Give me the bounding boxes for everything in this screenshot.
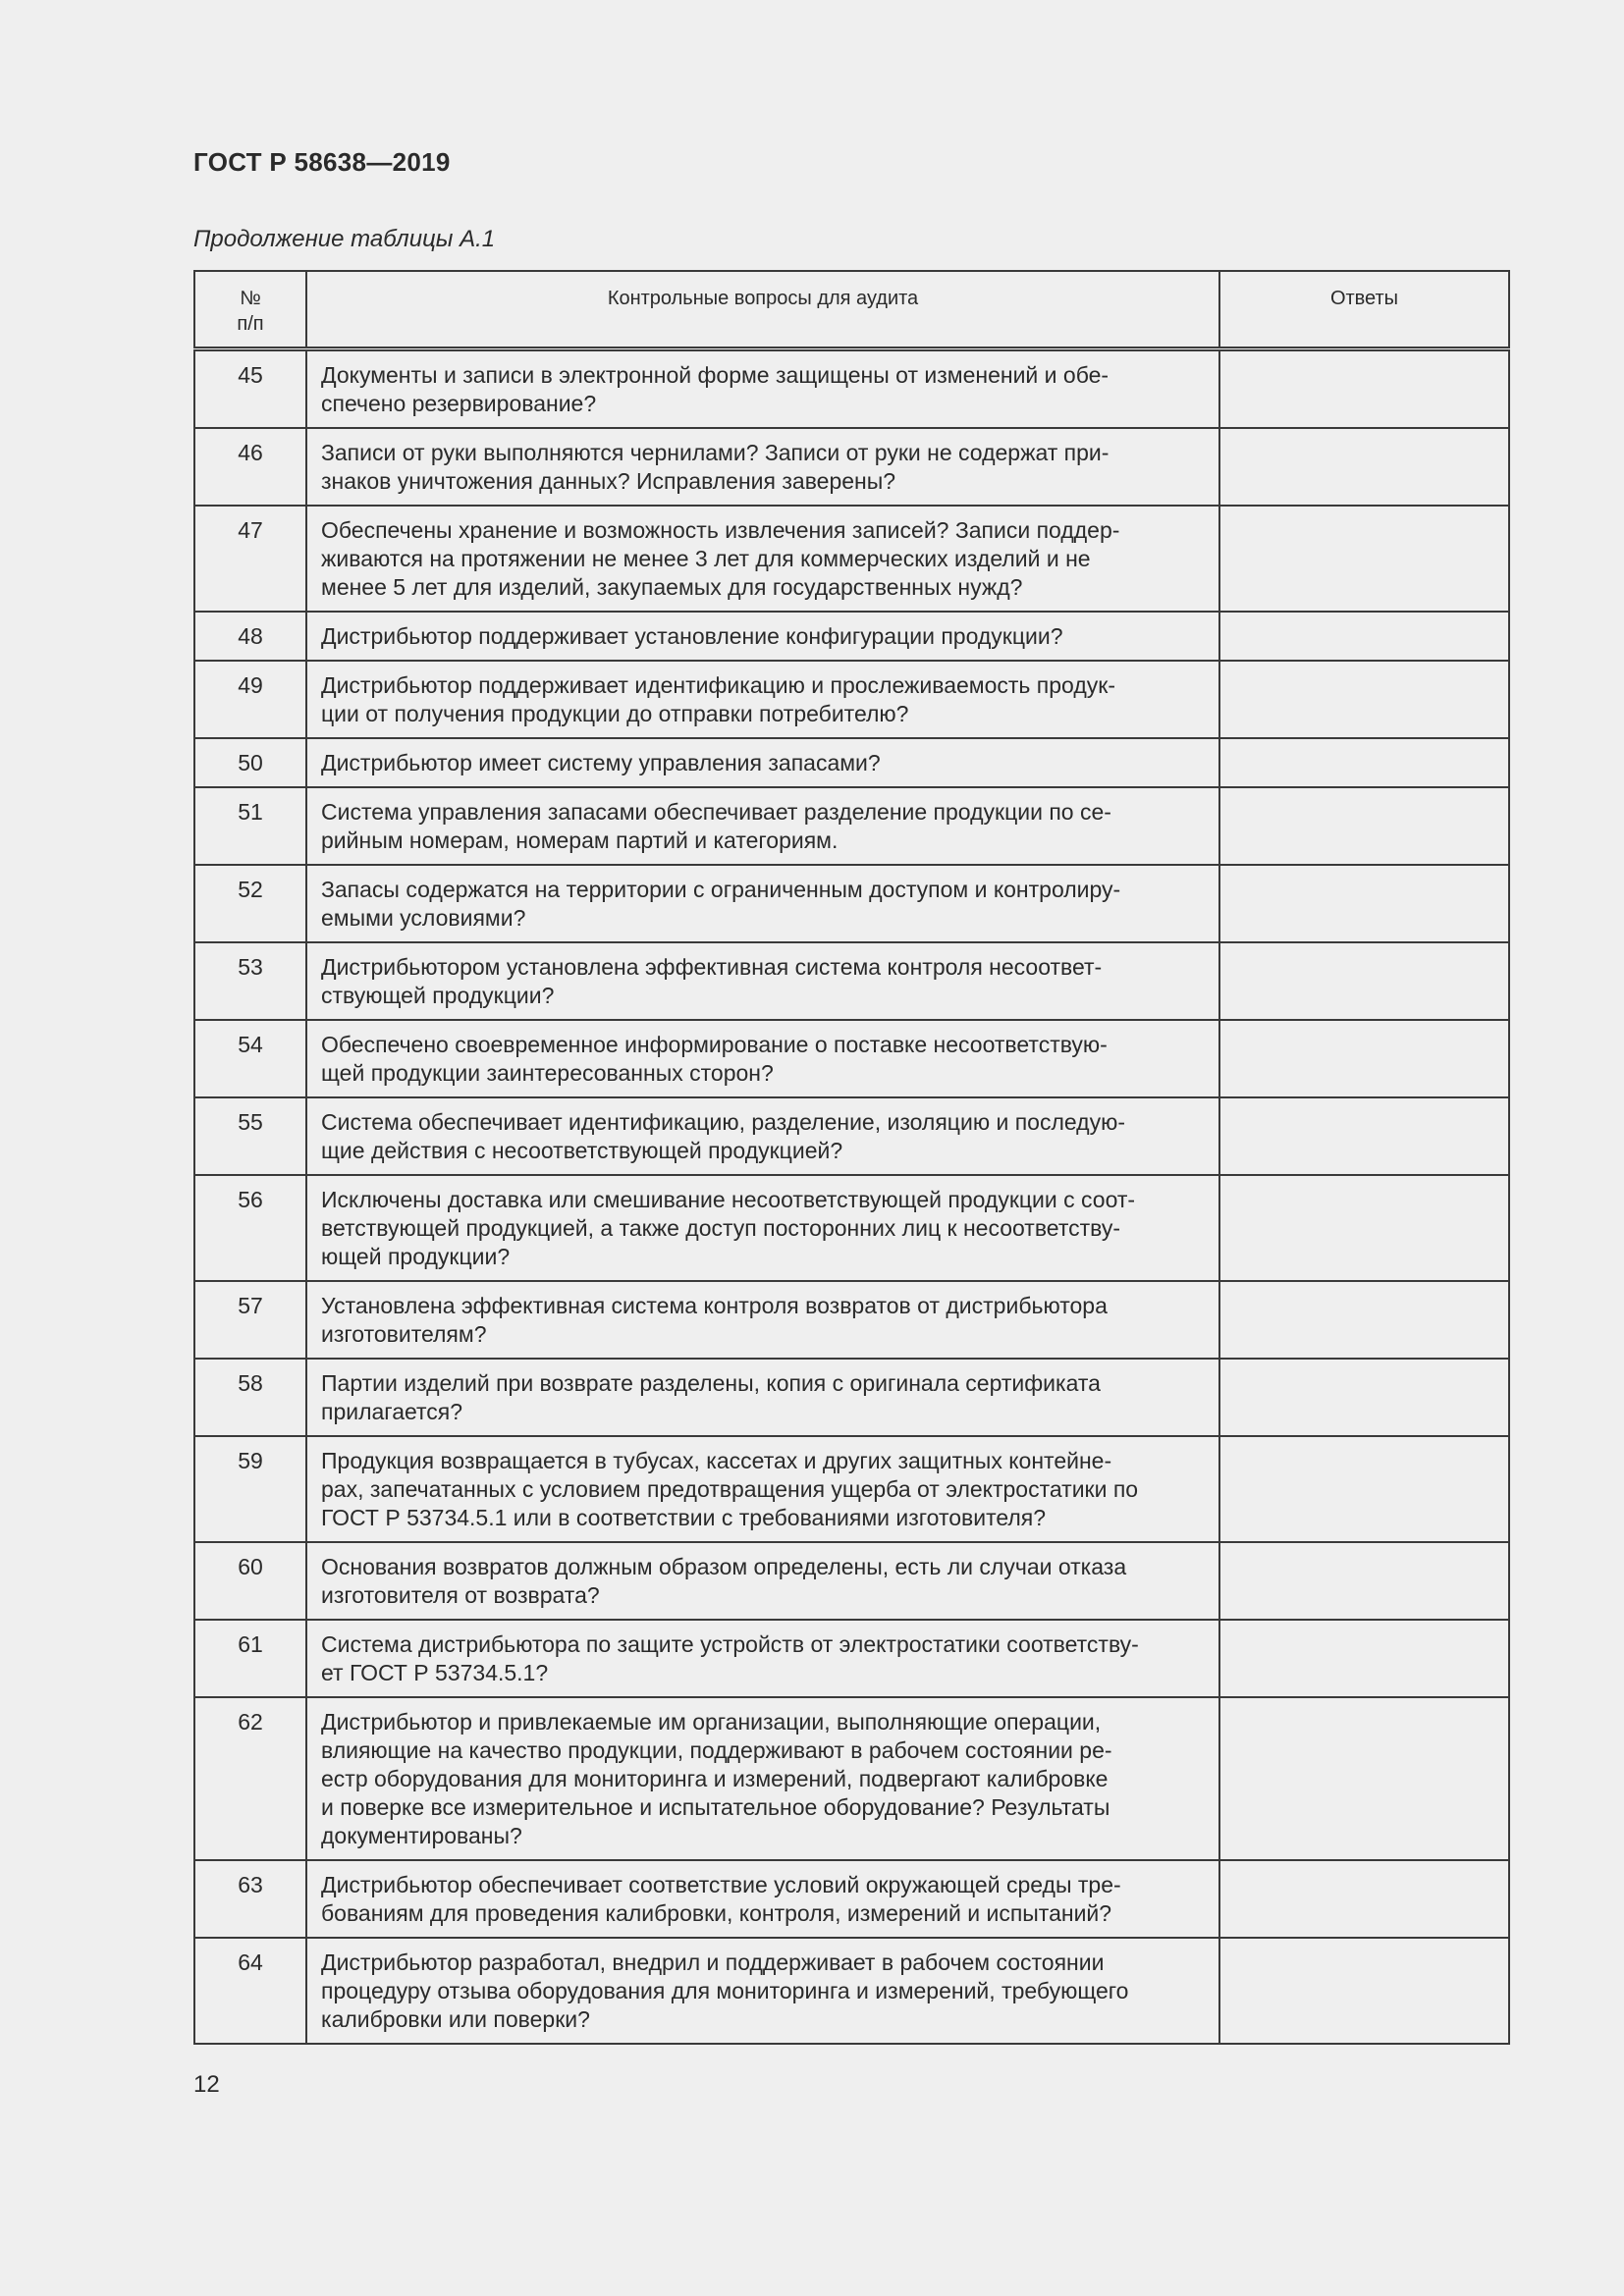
table-row bbox=[194, 349, 1509, 429]
row-number: 62 bbox=[194, 1697, 306, 1860]
column-header-number: № п/п bbox=[194, 271, 306, 349]
row-question: Записи от руки выполняются чернилами? Записи от руки не содержат при- знаков уничтожения данных? Исправления заверены? bbox=[306, 428, 1219, 506]
table-row bbox=[194, 1175, 1509, 1281]
row-question: Запасы содержатся на территории с ограниченным доступом и контролиру- емыми условиями? bbox=[306, 865, 1219, 942]
row-question: Дистрибьютор имеет систему управления запасами? bbox=[306, 738, 1219, 787]
row-question: Система обеспечивает идентификацию, разделение, изоляцию и последую- щие действия с несоответствующей продукцией? bbox=[306, 1097, 1219, 1175]
row-answer-cell[interactable] bbox=[1219, 942, 1509, 1020]
row-answer-cell[interactable] bbox=[1219, 1436, 1509, 1542]
row-number: 49 bbox=[194, 661, 306, 738]
row-answer-cell[interactable] bbox=[1219, 1175, 1509, 1281]
row-answer-cell[interactable] bbox=[1219, 428, 1509, 506]
row-answer-cell[interactable] bbox=[1219, 349, 1509, 429]
table-row bbox=[194, 865, 1509, 942]
table-row bbox=[194, 1697, 1509, 1860]
row-number: 50 bbox=[194, 738, 306, 787]
table-row bbox=[194, 1097, 1509, 1175]
row-number: 52 bbox=[194, 865, 306, 942]
table-row bbox=[194, 1860, 1509, 1938]
row-question: Дистрибьютор разработал, внедрил и поддерживает в рабочем состоянии процедуру отзыва оборудования для мониторинга и измерений, требующего калибровки или поверки? bbox=[306, 1938, 1219, 2044]
row-number: 54 bbox=[194, 1020, 306, 1097]
table-row bbox=[194, 1938, 1509, 2044]
row-number: 59 bbox=[194, 1436, 306, 1542]
row-answer-cell[interactable] bbox=[1219, 787, 1509, 865]
row-question: Система дистрибьютора по защите устройств от электростатики соответству- ет ГОСТ Р 53734.5.1? bbox=[306, 1620, 1219, 1697]
row-number: 48 bbox=[194, 612, 306, 661]
row-number: 53 bbox=[194, 942, 306, 1020]
table-row bbox=[194, 506, 1509, 612]
row-question: Дистрибьютор поддерживает установление конфигурации продукции? bbox=[306, 612, 1219, 661]
row-number: 64 bbox=[194, 1938, 306, 2044]
column-header-answer: Ответы bbox=[1219, 271, 1509, 349]
row-number: 47 bbox=[194, 506, 306, 612]
row-question: Обеспечено своевременное информирование о поставке несоответствую- щей продукции заинтересованных сторон? bbox=[306, 1020, 1219, 1097]
table-caption: Продолжение таблицы А.1 bbox=[193, 226, 496, 252]
row-number: 55 bbox=[194, 1097, 306, 1175]
row-answer-cell[interactable] bbox=[1219, 612, 1509, 661]
table-row bbox=[194, 1281, 1509, 1359]
row-question: Дистрибьютор и привлекаемые им организации, выполняющие операции, влияющие на качество продукции, поддерживают в рабочем состоянии ре- естр оборудования для мониторинга и измерений, подвергают калибровке и поверке все измерительное и испытательное оборудование? Результаты документированы? bbox=[306, 1697, 1219, 1860]
table-row bbox=[194, 1542, 1509, 1620]
row-number: 45 bbox=[194, 349, 306, 429]
row-question: Исключены доставка или смешивание несоответствующей продукции с соот- ветствующей продукцией, а также доступ посторонних лиц к несоответству- ющей продукции? bbox=[306, 1175, 1219, 1281]
row-answer-cell[interactable] bbox=[1219, 1860, 1509, 1938]
page-number: 12 bbox=[193, 2071, 220, 2098]
row-number: 60 bbox=[194, 1542, 306, 1620]
row-question: Основания возвратов должным образом определены, есть ли случаи отказа изготовителя от возврата? bbox=[306, 1542, 1219, 1620]
row-question: Продукция возвращается в тубусах, кассетах и других защитных контейне- рах, запечатанных с условием предотвращения ущерба от электростатики по ГОСТ Р 53734.5.1 или в соответствии с требованиями изготовителя? bbox=[306, 1436, 1219, 1542]
table-header-row bbox=[194, 271, 1509, 349]
row-answer-cell[interactable] bbox=[1219, 1359, 1509, 1436]
row-question: Дистрибьютором установлена эффективная система контроля несоответ- ствующей продукции? bbox=[306, 942, 1219, 1020]
column-header-question: Контрольные вопросы для аудита bbox=[306, 271, 1219, 349]
row-answer-cell[interactable] bbox=[1219, 865, 1509, 942]
audit-questions-table bbox=[193, 270, 1510, 2045]
table-row bbox=[194, 1620, 1509, 1697]
table-row bbox=[194, 1436, 1509, 1542]
table-row bbox=[194, 1020, 1509, 1097]
row-answer-cell[interactable] bbox=[1219, 1938, 1509, 2044]
row-number: 63 bbox=[194, 1860, 306, 1938]
table-row bbox=[194, 738, 1509, 787]
row-answer-cell[interactable] bbox=[1219, 1097, 1509, 1175]
row-question: Установлена эффективная система контроля возвратов от дистрибьютора изготовителям? bbox=[306, 1281, 1219, 1359]
table-row bbox=[194, 428, 1509, 506]
table-row bbox=[194, 1359, 1509, 1436]
row-question: Дистрибьютор обеспечивает соответствие условий окружающей среды тре- бованиям для проведения калибровки, контроля, измерений и испытаний? bbox=[306, 1860, 1219, 1938]
row-question: Документы и записи в электронной форме защищены от изменений и обе- спечено резервирование? bbox=[306, 349, 1219, 429]
row-answer-cell[interactable] bbox=[1219, 1281, 1509, 1359]
row-number: 57 bbox=[194, 1281, 306, 1359]
row-answer-cell[interactable] bbox=[1219, 661, 1509, 738]
row-number: 46 bbox=[194, 428, 306, 506]
row-answer-cell[interactable] bbox=[1219, 1697, 1509, 1860]
row-answer-cell[interactable] bbox=[1219, 1620, 1509, 1697]
row-answer-cell[interactable] bbox=[1219, 1020, 1509, 1097]
row-number: 58 bbox=[194, 1359, 306, 1436]
table-row bbox=[194, 942, 1509, 1020]
document-code: ГОСТ Р 58638—2019 bbox=[193, 147, 451, 177]
table-row bbox=[194, 661, 1509, 738]
row-number: 51 bbox=[194, 787, 306, 865]
row-answer-cell[interactable] bbox=[1219, 1542, 1509, 1620]
row-number: 61 bbox=[194, 1620, 306, 1697]
row-question: Обеспечены хранение и возможность извлечения записей? Записи поддер- живаются на протяжении не менее 3 лет для коммерческих изделий и не менее 5 лет для изделий, закупаемых для государственных нужд? bbox=[306, 506, 1219, 612]
table-row bbox=[194, 787, 1509, 865]
row-number: 56 bbox=[194, 1175, 306, 1281]
table-body bbox=[194, 349, 1509, 2045]
row-answer-cell[interactable] bbox=[1219, 506, 1509, 612]
row-question: Партии изделий при возврате разделены, копия с оригинала сертификата прилагается? bbox=[306, 1359, 1219, 1436]
table-row bbox=[194, 612, 1509, 661]
row-question: Дистрибьютор поддерживает идентификацию и прослеживаемость продук- ции от получения продукции до отправки потребителю? bbox=[306, 661, 1219, 738]
row-answer-cell[interactable] bbox=[1219, 738, 1509, 787]
row-question: Система управления запасами обеспечивает разделение продукции по се- рийным номерам, номерам партий и категориям. bbox=[306, 787, 1219, 865]
